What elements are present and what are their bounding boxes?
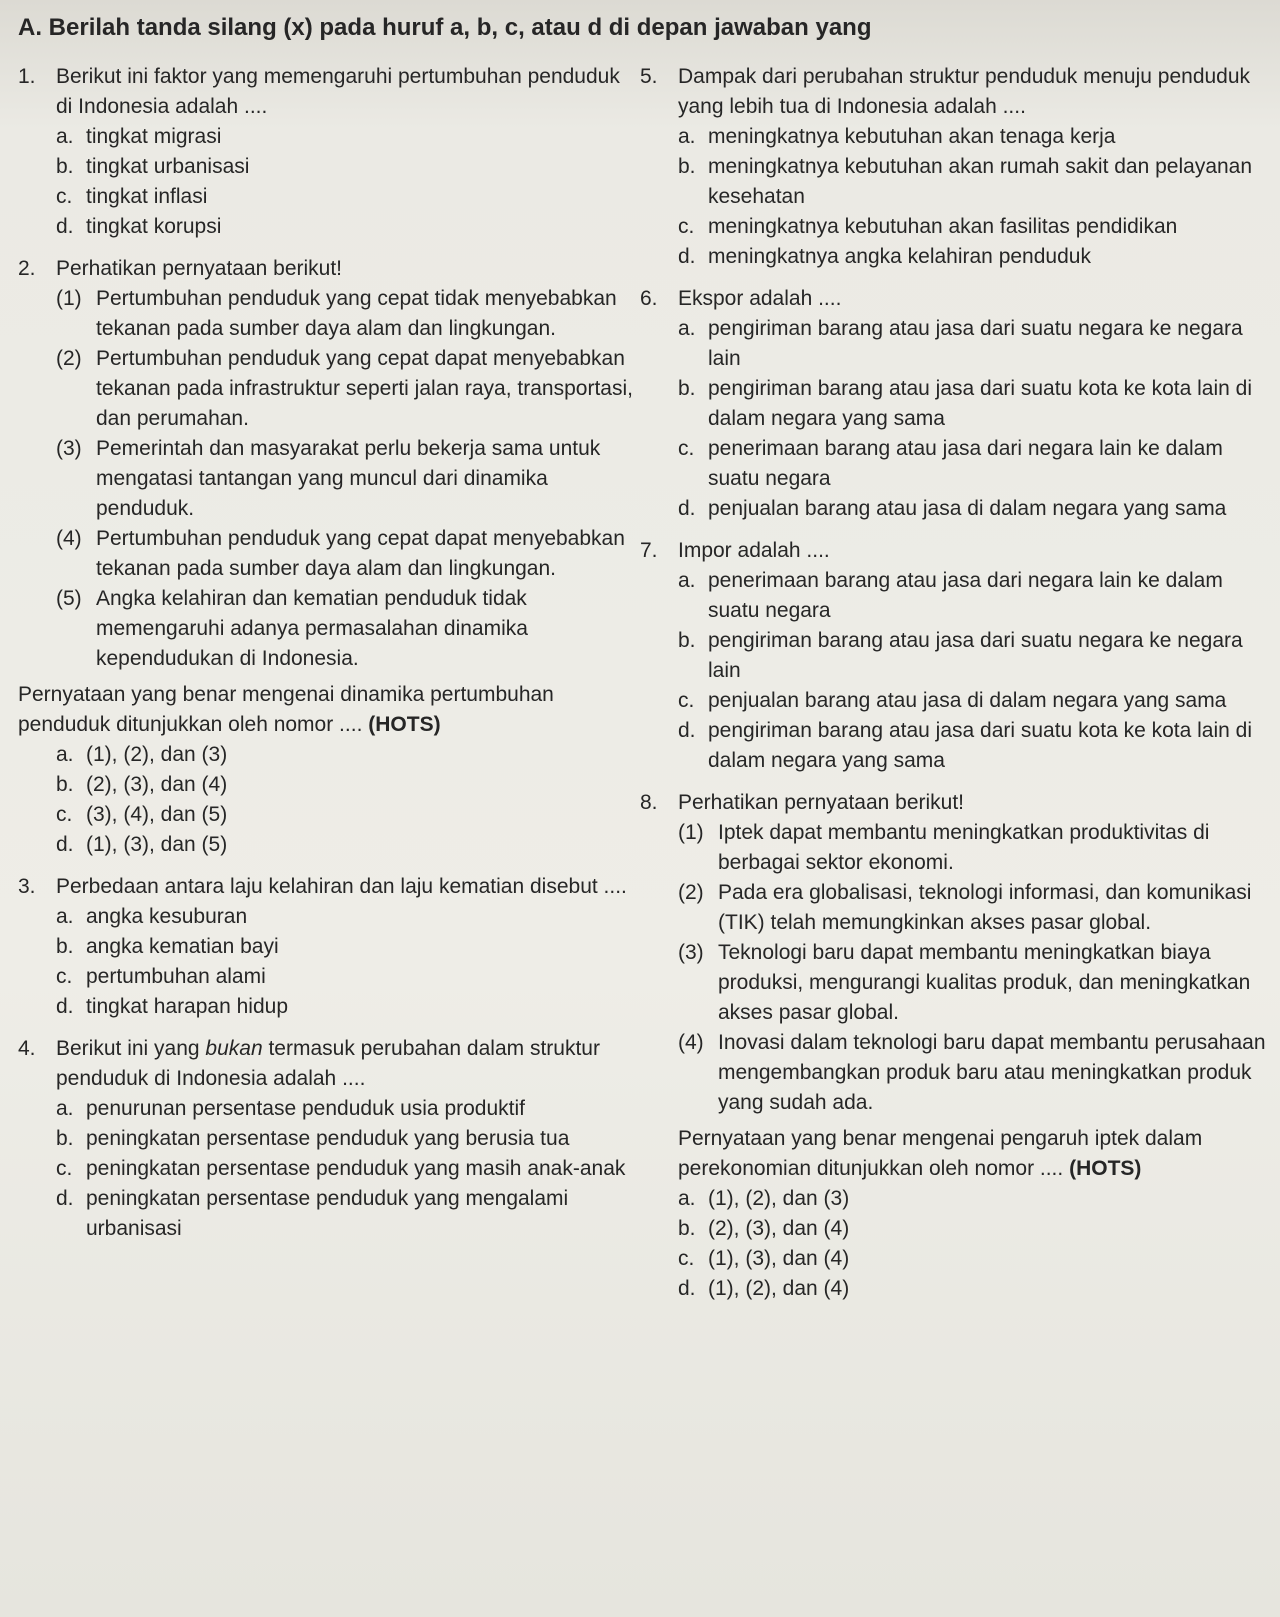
section-title: A. Berilah tanda silang (x) pada huruf a, b, c, atau d di depan jawaban yang <box>18 14 872 41</box>
question-7 <box>640 536 1272 776</box>
question-text: Berikut ini yang bukan termasuk perubahan dalam struktur penduduk di Indonesia adalah .... <box>56 1037 600 1090</box>
statement-2: (2) Pada era globalisasi, teknologi informasi, dan komunikasi (TIK) telah memungkinkan akses pasar global. <box>678 881 1252 934</box>
question-number: 7. <box>640 539 658 562</box>
question-8 <box>640 788 1272 1304</box>
option-d[interactable]: d. tingkat korupsi <box>56 215 222 238</box>
option-c[interactable]: c. peningkatan persentase penduduk yang masih anak-anak <box>56 1157 626 1180</box>
statement-4: (4) Pertumbuhan penduduk yang cepat dapat menyebabkan tekanan pada sumber daya alam dan lingkungan. <box>56 527 625 580</box>
right-column <box>640 62 1272 1304</box>
question-number: 8. <box>640 791 658 814</box>
statement-5: (5) Angka kelahiran dan kematian penduduk tidak memengaruhi adanya permasalahan dinamika kependudukan di Indonesia. <box>56 587 528 670</box>
option-c[interactable]: c. penerimaan barang atau jasa dari negara lain ke dalam suatu negara <box>678 437 1223 490</box>
option-a[interactable]: a. (1), (2), dan (3) <box>56 743 228 766</box>
question-3 <box>18 872 638 1022</box>
option-a[interactable]: a. penurunan persentase penduduk usia produktif <box>56 1097 525 1120</box>
option-b[interactable]: b. meningkatnya kebutuhan akan rumah sakit dan pelayanan kesehatan <box>678 155 1253 208</box>
option-c[interactable]: c. meningkatnya kebutuhan akan fasilitas pendidikan <box>678 215 1178 238</box>
question-number: 6. <box>640 287 658 310</box>
option-b[interactable]: b. (2), (3), dan (4) <box>56 773 228 796</box>
question-text: Berikut ini faktor yang memengaruhi pertumbuhan penduduk di Indonesia adalah .... <box>56 65 620 118</box>
option-b[interactable]: b. (2), (3), dan (4) <box>678 1217 850 1240</box>
statement-3: (3) Pemerintah dan masyarakat perlu bekerja sama untuk mengatasi tantangan yang muncul dari dinamika penduduk. <box>56 437 601 520</box>
option-a[interactable]: a. tingkat migrasi <box>56 125 222 148</box>
option-c[interactable]: c. pertumbuhan alami <box>56 965 266 988</box>
option-c[interactable]: c. (1), (3), dan (4) <box>678 1247 850 1270</box>
option-c[interactable]: c. tingkat inflasi <box>56 185 208 208</box>
option-a[interactable]: a. meningkatnya kebutuhan akan tenaga kerja <box>678 125 1116 148</box>
question-2 <box>18 254 638 674</box>
question-number: 4. <box>18 1037 36 1060</box>
hots-badge: (HOTS) <box>1069 1157 1142 1180</box>
option-c[interactable]: c. penjualan barang atau jasa di dalam negara yang sama <box>678 689 1227 712</box>
statement-3: (3) Teknologi baru dapat membantu meningkatkan biaya produksi, mengurangi kualitas produk, dan meningkatkan akses pasar global. <box>678 941 1251 1024</box>
question-text: Perbedaan antara laju kelahiran dan laju kematian disebut .... <box>56 875 627 898</box>
option-a[interactable]: a. pengiriman barang atau jasa dari suatu negara ke negara lain <box>678 317 1243 370</box>
option-b[interactable]: b. tingkat urbanisasi <box>56 155 250 178</box>
question-text: Perhatikan pernyataan berikut! <box>56 257 343 280</box>
option-a[interactable]: a. angka kesuburan <box>56 905 248 928</box>
option-a[interactable]: a. penerimaan barang atau jasa dari negara lain ke dalam suatu negara <box>678 569 1223 622</box>
question-8-prompt: Pernyataan yang benar mengenai pengaruh iptek dalam perekonomian ditunjukkan oleh nomor .... (HOTS) <box>678 1127 1203 1180</box>
question-6 <box>640 284 1272 524</box>
question-text: Perhatikan pernyataan berikut! <box>678 791 965 814</box>
question-text: Impor adalah .... <box>678 539 830 562</box>
option-d[interactable]: d. pengiriman barang atau jasa dari suatu kota ke kota lain di dalam negara yang sama <box>678 719 1253 772</box>
option-b[interactable]: b. pengiriman barang atau jasa dari suatu kota ke kota lain di dalam negara yang sama <box>678 377 1253 430</box>
question-2-prompt: Pernyataan yang benar mengenai dinamika pertumbuhan penduduk ditunjukkan oleh nomor .... (HOTS) <box>18 683 554 736</box>
statement-2: (2) Pertumbuhan penduduk yang cepat dapat menyebabkan tekanan pada infrastruktur seperti jalan raya, transportasi, dan perumahan. <box>56 347 633 430</box>
option-c[interactable]: c. (3), (4), dan (5) <box>56 803 228 826</box>
option-d[interactable]: d. penjualan barang atau jasa di dalam negara yang sama <box>678 497 1227 520</box>
question-4 <box>18 1034 638 1244</box>
question-text: Dampak dari perubahan struktur penduduk menuju penduduk yang lebih tua di Indonesia adalah .... <box>678 65 1251 118</box>
option-b[interactable]: b. pengiriman barang atau jasa dari suatu negara ke negara lain <box>678 629 1243 682</box>
option-d[interactable]: d. (1), (2), dan (4) <box>678 1277 850 1300</box>
question-5 <box>640 62 1272 272</box>
statement-4: (4) Inovasi dalam teknologi baru dapat membantu perusahaan mengembangkan produk baru atau meningkatkan produk yang sudah ada. <box>678 1031 1266 1114</box>
option-a[interactable]: a. (1), (2), dan (3) <box>678 1187 850 1210</box>
option-d[interactable]: d. tingkat harapan hidup <box>56 995 288 1018</box>
left-column <box>18 62 638 1244</box>
option-b[interactable]: b. peningkatan persentase penduduk yang berusia tua <box>56 1127 570 1150</box>
option-b[interactable]: b. angka kematian bayi <box>56 935 279 958</box>
question-text: Ekspor adalah .... <box>678 287 842 310</box>
hots-badge: (HOTS) <box>368 713 441 736</box>
statement-1: (1) Pertumbuhan penduduk yang cepat tidak menyebabkan tekanan pada sumber daya alam dan lingkungan. <box>56 287 617 340</box>
question-1 <box>18 62 638 242</box>
option-d[interactable]: d. meningkatnya angka kelahiran penduduk <box>678 245 1091 268</box>
option-d[interactable]: d. peningkatan persentase penduduk yang mengalami urbanisasi <box>56 1187 569 1240</box>
question-2-options <box>18 740 638 860</box>
question-number: 2. <box>18 257 36 280</box>
question-number: 3. <box>18 875 36 898</box>
question-number: 1. <box>18 65 36 88</box>
statement-1: (1) Iptek dapat membantu meningkatkan produktivitas di berbagai sektor ekonomi. <box>678 821 1210 874</box>
question-number: 5. <box>640 65 658 88</box>
option-d[interactable]: d. (1), (3), dan (5) <box>56 833 228 856</box>
